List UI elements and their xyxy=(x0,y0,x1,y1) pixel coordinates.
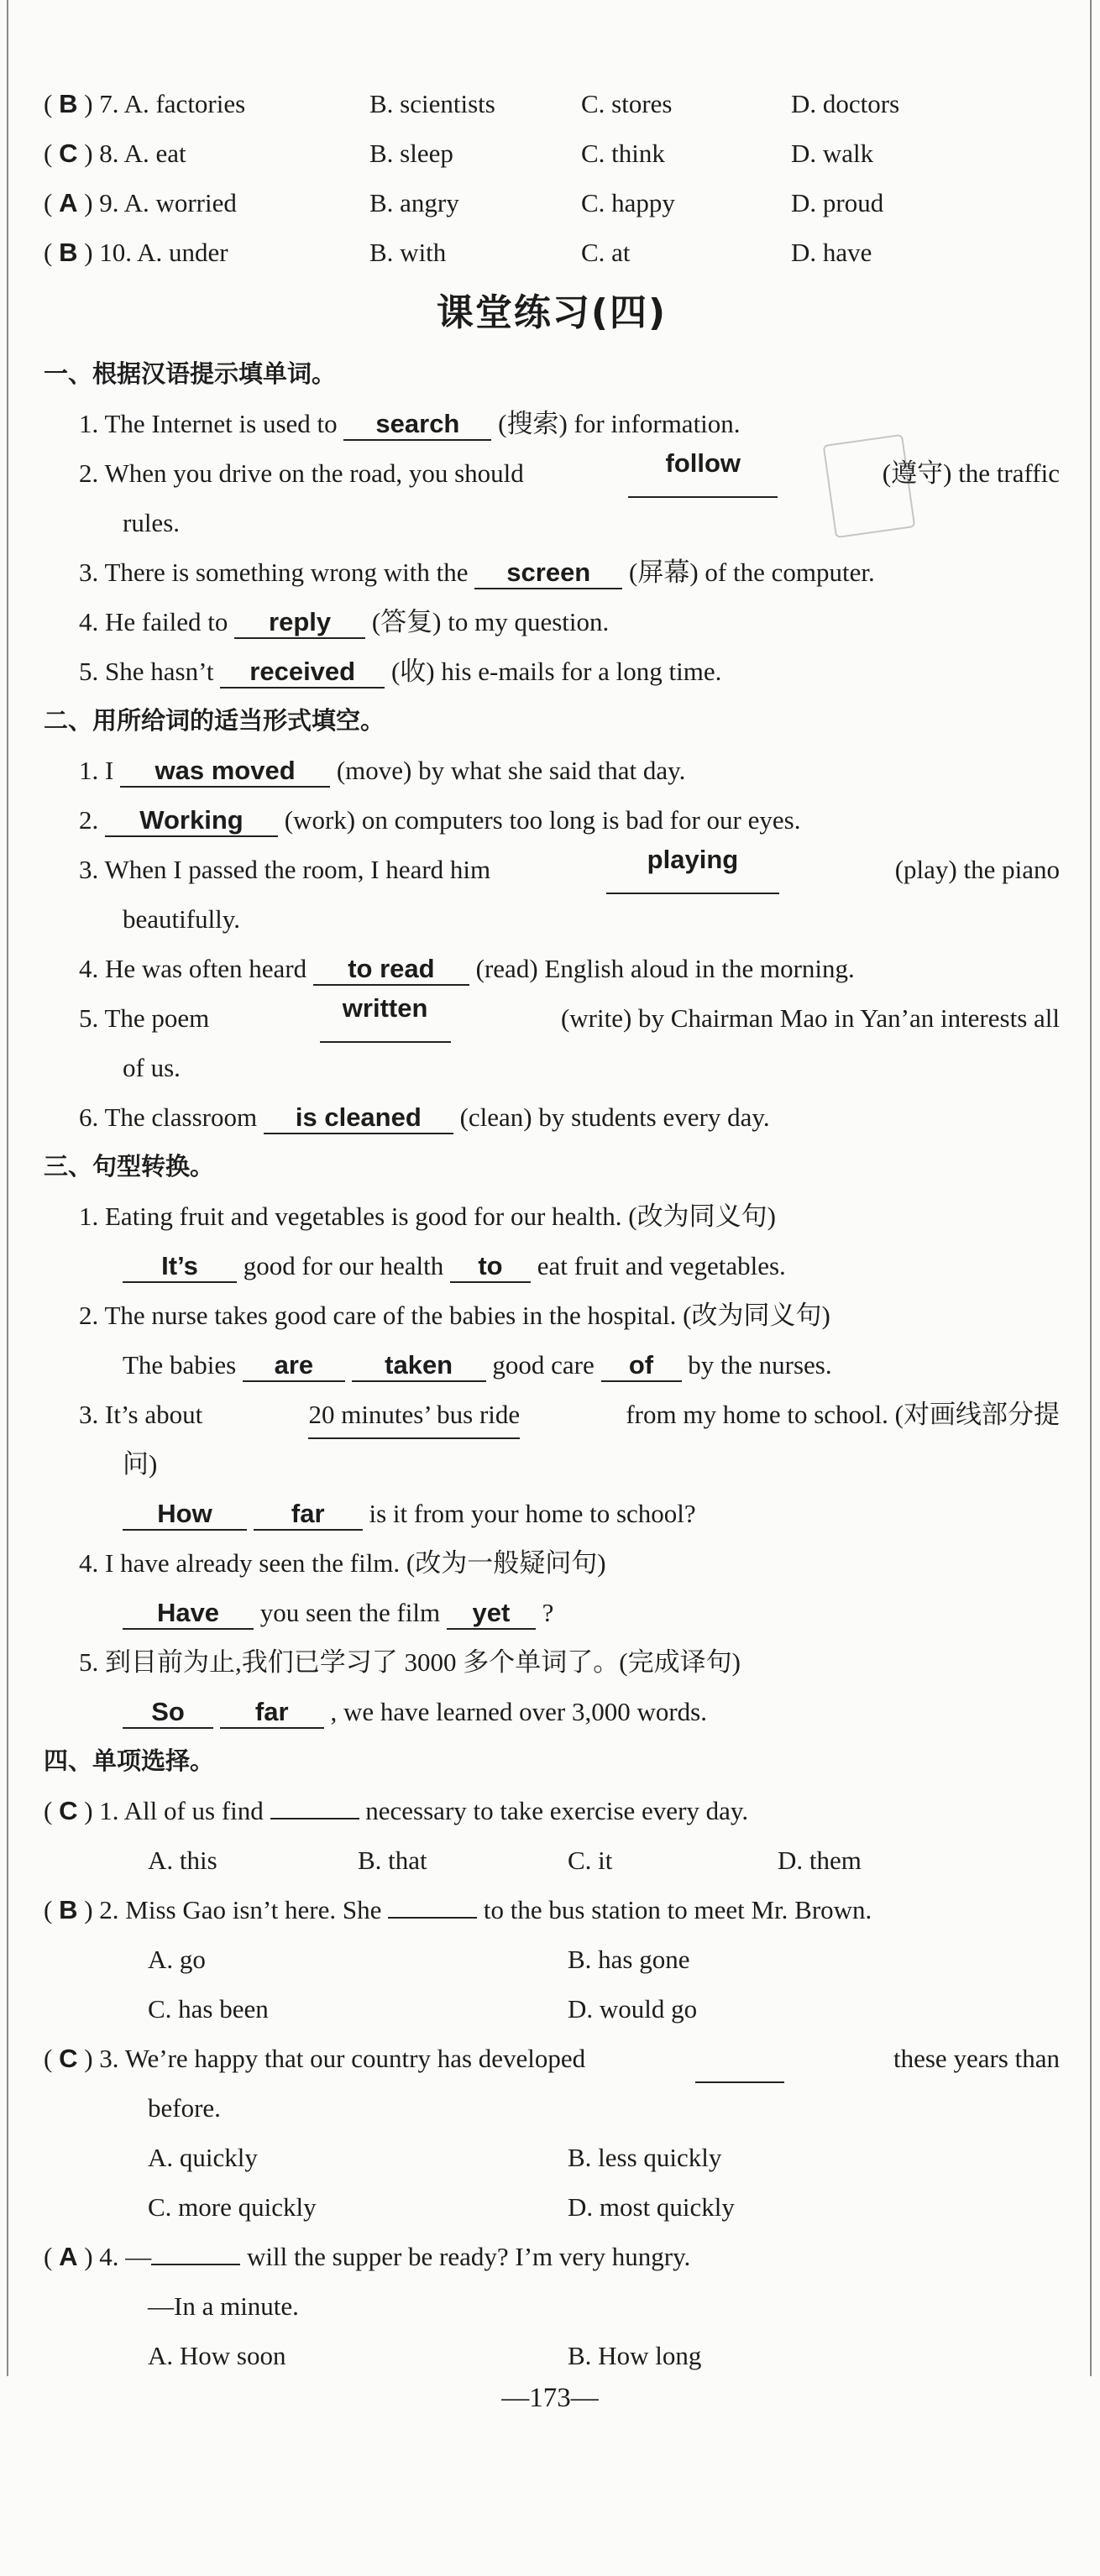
top-q7: ( B ) 7. A. factories B. scientists C. stores D. doctors xyxy=(44,89,900,118)
s4-q1: ( C ) 1. All of us find necessary to take exercise every day. xyxy=(44,1796,749,1825)
s2-q4: 4. He was often heard to read (read) English aloud in the morning. xyxy=(44,944,1060,993)
s3-q1: 1. Eating fruit and vegetables is good for our health. (改为同义句) xyxy=(79,1202,776,1231)
section-2-heading: 二、用所给词的适当形式填空。 xyxy=(44,706,385,735)
s4-q3-options-ab: A. quickly B. less quickly xyxy=(148,2143,722,2172)
s4-q3-options-cd: C. more quickly D. most quickly xyxy=(148,2192,735,2222)
s1-q2: 2. When you drive on the road, you should follow (遵守) the traffic xyxy=(44,448,1060,498)
top-q10: ( B ) 10. A. under B. with C. at D. have xyxy=(44,238,872,267)
top-q9: ( A ) 9. A. worried B. angry C. happy D. proud xyxy=(44,188,884,217)
s3-q2: 2. The nurse takes good care of the babies in the hospital. (改为同义句) xyxy=(79,1301,830,1330)
s3-q4-answer: Have you seen the film yet ? xyxy=(44,1588,1060,1637)
s1-q4: 4. He failed to reply (答复) to my question. xyxy=(44,597,1060,647)
s4-q4: ( A ) 4. — will the supper be ready? I’m very hungry. xyxy=(44,2242,691,2271)
underlined-phrase: 20 minutes’ bus ride xyxy=(308,1390,520,1439)
s1-q2-cont: rules. xyxy=(123,508,181,537)
s2-q6: 6. The classroom is cleaned (clean) by students every day. xyxy=(44,1092,1060,1142)
s3-q4: 4. I have already seen the film. (改为一般疑问句) xyxy=(79,1548,606,1578)
page-number: —173— xyxy=(501,2383,599,2413)
s4-q3-cont: before. xyxy=(148,2093,221,2123)
answer-blank xyxy=(151,2264,240,2265)
s4-q2-options-cd: C. has been D. would go xyxy=(148,1994,698,2024)
s3-q3-answer: How far is it from your home to school? xyxy=(44,1489,1060,1538)
s4-q4-options-ab: A. How soon B. How long xyxy=(148,2341,702,2370)
s3-q2-answer: The babies are taken good care of by the nurses. xyxy=(44,1340,1060,1390)
section-4-heading: 四、单项选择。 xyxy=(44,1746,215,1775)
left-margin-line xyxy=(7,0,8,2376)
s3-q5-answer: So far , we have learned over 3,000 words. xyxy=(44,1687,1060,1736)
s3-q1-answer: It’s good for our health to eat fruit and vegetables. xyxy=(44,1241,1060,1291)
answer-blank xyxy=(388,1917,477,1919)
s2-q5: 5. The poem written (write) by Chairman Mao in Yan’an interests all xyxy=(44,993,1060,1043)
s4-q2: ( B ) 2. Miss Gao isn’t here. She to the bus station to meet Mr. Brown. xyxy=(44,1895,872,1924)
s4-q3: ( C ) 3. We’re happy that our country has developed these years than xyxy=(44,2034,1060,2083)
s3-q3: 3. It’s about 20 minutes’ bus ride from my home to school. (对画线部分提 xyxy=(44,1390,1060,1439)
s2-q5-cont: of us. xyxy=(123,1053,181,1082)
s4-q4-reply: —In a minute. xyxy=(148,2291,299,2321)
s4-q2-options-ab: A. go B. has gone xyxy=(148,1945,690,1974)
s1-q5: 5. She hasn’t received (收) his e-mails for a long time. xyxy=(44,647,1060,696)
s2-q2: 2. Working (work) on computers too long is bad for our eyes. xyxy=(44,795,1060,845)
s2-q1: 1. I was moved (move) by what she said that day. xyxy=(44,746,1060,795)
s2-q3: 3. When I passed the room, I heard him playing (play) the piano xyxy=(44,845,1060,894)
section-3-heading: 三、句型转换。 xyxy=(44,1152,215,1181)
s2-q3-cont: beautifully. xyxy=(123,904,241,934)
s4-q1-options: A. this B. that C. it D. them xyxy=(148,1846,862,1875)
s3-q5: 5. 到目前为止,我们已学习了 3000 多个单词了。(完成译句) xyxy=(79,1647,741,1677)
s1-q3: 3. There is something wrong with the screen (屏幕) of the computer. xyxy=(44,547,1060,597)
worksheet-content xyxy=(44,79,1060,2380)
top-q8: ( C ) 8. A. eat B. sleep C. think D. walk xyxy=(44,139,874,168)
s1-q1: 1. The Internet is used to search (搜索) for information. xyxy=(44,399,1060,448)
answer-blank xyxy=(270,1818,359,1819)
answer-blank xyxy=(695,2034,784,2083)
s3-q3-cont: 问) xyxy=(123,1449,158,1479)
right-margin-line xyxy=(1090,0,1092,2376)
page-title: 课堂练习(四) xyxy=(436,291,668,334)
section-1-heading: 一、根据汉语提示填单词。 xyxy=(44,359,337,388)
